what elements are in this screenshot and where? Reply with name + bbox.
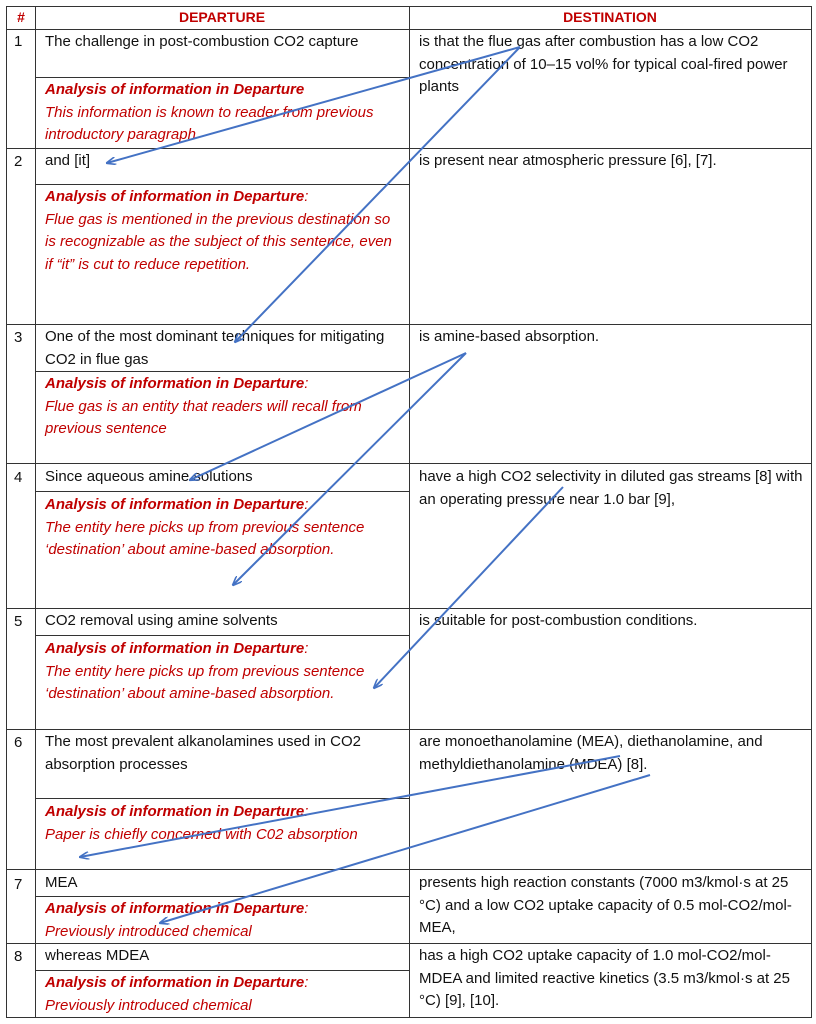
destination-text: is that the flue gas after combustion has a low CO2 concentration of 10–15 vol% for typical coal-fired power plants bbox=[419, 33, 788, 95]
cell-subdivider bbox=[35, 635, 409, 636]
cell-subdivider bbox=[35, 371, 409, 372]
header-destination: DESTINATION bbox=[563, 9, 657, 25]
analysis-text: Flue gas is an entity that readers will recall from previous sentence bbox=[45, 397, 362, 437]
cell-subdivider bbox=[35, 77, 409, 78]
destination-text: presents high reaction constants (7000 m3/kmol·s at 25 °C) and a low CO2 uptake capacity of 0.5 mol-CO2/mol-MEA, bbox=[419, 874, 792, 936]
departure-text: and [it] bbox=[45, 152, 91, 169]
cell-subdivider bbox=[35, 491, 409, 492]
analysis-block bbox=[45, 373, 375, 441]
row-number: 4 bbox=[14, 469, 23, 486]
analysis-label: Analysis of information in Departure bbox=[45, 803, 305, 820]
row-number: 7 bbox=[14, 876, 23, 893]
row-divider bbox=[6, 608, 812, 609]
flow-arrow bbox=[374, 487, 563, 688]
destination-text: are monoethanolamine (MEA), diethanolamine, and methyldiethanolamine (MDEA) [8]. bbox=[419, 733, 763, 773]
analysis-label: Analysis of information in Departure bbox=[45, 375, 305, 392]
analysis-text: Previously introduced chemical bbox=[45, 996, 252, 1014]
analysis-text: Previously introduced chemical bbox=[45, 922, 252, 940]
destination-text: have a high CO2 selectivity in diluted gas streams [8] with an operating pressure near 1.0 bar [9], bbox=[419, 468, 803, 508]
destination-text: has a high CO2 uptake capacity of 1.0 mol-CO2/mol-MDEA and limited reactive kinetics (3.5 m3/kmol·s at 25 °C) [9], [10]. bbox=[419, 947, 790, 1009]
departure-text: One of the most dominant techniques for mitigating CO2 in flue gas bbox=[45, 328, 385, 368]
analysis-label-suffix: : bbox=[304, 496, 309, 513]
analysis-block bbox=[45, 972, 385, 1017]
cell-subdivider bbox=[35, 896, 409, 897]
analysis-label-suffix: : bbox=[304, 900, 309, 917]
column-divider bbox=[409, 6, 410, 1018]
row-number: 6 bbox=[14, 734, 23, 751]
analysis-label-suffix: : bbox=[304, 188, 309, 205]
cell-subdivider bbox=[35, 970, 409, 971]
row-divider bbox=[6, 29, 812, 30]
row-divider bbox=[6, 869, 812, 870]
analysis-label: Analysis of information in Departure bbox=[45, 640, 305, 657]
row-number: 8 bbox=[14, 948, 23, 965]
analysis-text: Paper is chiefly concerned with C02 absorption bbox=[45, 825, 358, 843]
row-divider bbox=[6, 148, 812, 149]
destination-text: is present near atmospheric pressure [6], [7]. bbox=[419, 152, 717, 169]
analysis-label-suffix: : bbox=[304, 640, 309, 657]
analysis-text: The entity here picks up from previous sentence ‘destination’ about amine-based absorption. bbox=[45, 518, 365, 558]
analysis-block bbox=[45, 494, 385, 562]
analysis-label-suffix: : bbox=[304, 974, 309, 991]
table-border-bottom bbox=[6, 1017, 812, 1018]
departure-text: The most prevalent alkanolamines used in CO2 absorption processes bbox=[45, 733, 361, 773]
cell-subdivider bbox=[35, 798, 409, 799]
table-border-left bbox=[6, 6, 7, 1018]
row-divider bbox=[6, 324, 812, 325]
analysis-label: Analysis of information in Departure bbox=[45, 900, 305, 917]
destination-text: is amine-based absorption. bbox=[419, 328, 600, 345]
departure-text: Since aqueous amine solutions bbox=[45, 468, 253, 485]
row-divider bbox=[6, 729, 812, 730]
departure-text: The challenge in post-combustion CO2 capture bbox=[45, 33, 359, 50]
analysis-label: Analysis of information in Departure bbox=[45, 974, 305, 991]
analysis-block bbox=[45, 638, 385, 706]
table-border-top bbox=[6, 6, 812, 7]
departure-text: MEA bbox=[45, 874, 78, 891]
row-number: 2 bbox=[14, 153, 23, 170]
cell-subdivider bbox=[35, 184, 409, 185]
analysis-block bbox=[45, 898, 385, 943]
row-divider bbox=[6, 943, 812, 944]
analysis-text: The entity here picks up from previous sentence ‘destination’ about amine-based absorption. bbox=[45, 662, 365, 702]
analysis-text: This information is known to reader from previous introductory paragraph bbox=[45, 103, 374, 143]
analysis-label: Analysis of information in Departure bbox=[45, 496, 305, 513]
table-border-right bbox=[811, 6, 812, 1018]
row-divider bbox=[6, 463, 812, 464]
row-number: 3 bbox=[14, 329, 23, 346]
analysis-label: Analysis of information in Departure bbox=[45, 188, 305, 205]
departure-text: whereas MDEA bbox=[45, 947, 150, 964]
analysis-label-suffix: : bbox=[304, 803, 309, 820]
header-departure: DEPARTURE bbox=[178, 9, 266, 25]
analysis-block bbox=[45, 801, 385, 846]
analysis-block bbox=[45, 79, 395, 147]
analysis-text: Flue gas is mentioned in the previous destination so is recognizable as the subject of this sentence, even if “it” is cut to reduce repetition. bbox=[45, 210, 392, 273]
column-divider bbox=[35, 6, 36, 1018]
row-number: 5 bbox=[14, 613, 23, 630]
destination-text: is suitable for post-combustion conditions. bbox=[419, 612, 698, 629]
departure-text: CO2 removal using amine solvents bbox=[45, 612, 278, 629]
analysis-block bbox=[45, 186, 400, 276]
row-number: 1 bbox=[14, 33, 23, 50]
analysis-label-suffix: : bbox=[304, 375, 309, 392]
header-num: # bbox=[17, 9, 25, 25]
analysis-label: Analysis of information in Departure bbox=[45, 81, 305, 98]
